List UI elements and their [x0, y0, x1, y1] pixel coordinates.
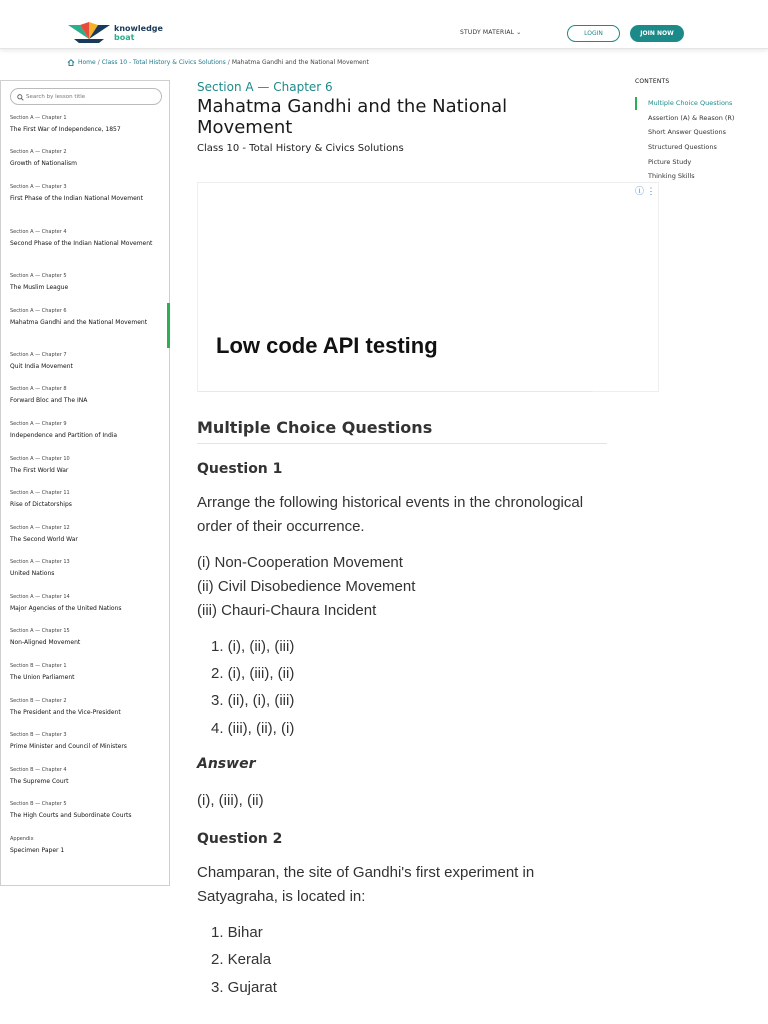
login-button[interactable]: LOGIN — [567, 25, 620, 42]
question-1-event: (iii) Chauri-Chaura Incident — [197, 602, 377, 619]
question-2-text: Champaran, the site of Gandhi's first experiment in Satyagraha, is located in: — [197, 864, 535, 905]
join-now-button[interactable]: JOIN NOW — [630, 25, 684, 42]
sidebar-item[interactable] — [10, 490, 168, 510]
chapter-title: Major Agencies of the United Nations — [10, 605, 122, 612]
sidebar-item-active[interactable] — [10, 308, 168, 328]
chapter-title: The President and the Vice-President — [10, 709, 121, 716]
sidebar-item[interactable] — [10, 386, 168, 406]
breadcrumb-separator: / — [97, 59, 100, 66]
chapter-section: Section A — Chapter 2 — [10, 149, 67, 155]
heading-divider — [197, 443, 607, 444]
sidebar-item[interactable] — [10, 229, 168, 249]
logo-text — [114, 24, 163, 42]
chapter-section: Section A — Chapter 4 — [10, 229, 67, 235]
chapter-title: The Union Parliament — [10, 674, 75, 681]
toc-item-assertion[interactable]: Assertion (A) & Reason (R) — [648, 114, 735, 122]
sidebar-item[interactable] — [10, 149, 168, 169]
breadcrumb-current: Mahatma Gandhi and the National Movement — [231, 59, 369, 66]
logo-line-1: knowledge — [114, 24, 163, 33]
sidebar-item[interactable] — [10, 663, 168, 683]
study-material-menu[interactable]: STUDY MATERIAL ⌄ — [460, 29, 522, 36]
question-1-event: (i) Non-Cooperation Movement — [197, 554, 403, 571]
section-label: Section A — Chapter 6 — [197, 80, 333, 94]
question-1-option: 4. (iii), (ii), (i) — [211, 720, 295, 737]
question-2-option: 1. Bihar — [211, 924, 263, 941]
chapter-section: Section A — Chapter 1 — [10, 115, 67, 121]
chapter-section: Section A — Chapter 15 — [10, 628, 70, 634]
chapter-title: Growth of Nationalism — [10, 160, 77, 167]
chapter-title: The Supreme Court — [10, 778, 69, 785]
chapter-title: Independence and Partition of India — [10, 432, 118, 439]
sidebar-item[interactable] — [10, 767, 168, 787]
sidebar-item[interactable] — [10, 559, 168, 579]
chapter-title: Prime Minister and Council of Ministers — [10, 743, 127, 750]
breadcrumb — [67, 59, 369, 66]
question-1-option: 2. (i), (iii), (ii) — [211, 665, 295, 682]
question-1-option: 1. (i), (ii), (iii) — [211, 638, 295, 655]
chapter-section: Section A — Chapter 3 — [10, 184, 67, 190]
question-1-text: Arrange the following historical events in the chronological order of their occurrence. — [197, 494, 584, 535]
chapter-section: Section A — Chapter 9 — [10, 421, 67, 427]
question-1-option: 3. (ii), (i), (iii) — [211, 692, 295, 709]
chapter-section: Section B — Chapter 2 — [10, 698, 67, 704]
ad-headline: Low code API testing — [216, 333, 438, 358]
answer-label: Answer — [197, 756, 256, 772]
sidebar-item[interactable] — [10, 273, 168, 293]
toc-item-thinking-skills[interactable]: Thinking Skills — [648, 172, 695, 180]
chapter-section: Section A — Chapter 10 — [10, 456, 70, 462]
toc-heading: CONTENTS — [635, 78, 670, 85]
sidebar-item[interactable] — [10, 801, 168, 821]
sidebar-item[interactable] — [10, 836, 168, 856]
chapter-title: Mahatma Gandhi and the National Movement — [10, 319, 148, 326]
sidebar-item[interactable] — [10, 352, 168, 372]
toc-item-short-answer[interactable]: Short Answer Questions — [648, 128, 726, 136]
logo-line-2: boat — [114, 33, 135, 42]
home-icon[interactable] — [67, 59, 75, 66]
chapter-title: First Phase of the Indian National Movement — [10, 195, 143, 202]
chapter-section: Section B — Chapter 1 — [10, 663, 67, 669]
chapter-section: Section B — Chapter 5 — [10, 801, 67, 807]
question-1-heading: Question 1 — [197, 461, 283, 477]
chapter-section: Section A — Chapter 11 — [10, 490, 70, 496]
chapter-section: Section B — Chapter 3 — [10, 732, 67, 738]
ad-divider — [198, 391, 593, 392]
mcq-heading: Multiple Choice Questions — [197, 418, 433, 437]
chapter-section: Section A — Chapter 8 — [10, 386, 67, 392]
chapter-section: Section A — Chapter 12 — [10, 525, 70, 531]
sidebar-item[interactable] — [10, 184, 168, 204]
sidebar-item[interactable] — [10, 456, 168, 476]
sidebar-item[interactable] — [10, 421, 168, 441]
lesson-search — [10, 88, 162, 105]
question-1-event: (ii) Civil Disobedience Movement — [197, 578, 416, 595]
logo[interactable] — [66, 22, 163, 44]
site-header — [0, 0, 768, 49]
chapter-title: The Muslim League — [10, 284, 69, 291]
chapter-section: Section A — Chapter 14 — [10, 594, 70, 600]
chapter-title: The First World War — [10, 467, 69, 474]
chapter-title: The First War of Independence, 1857 — [10, 126, 121, 133]
chapter-section: Appendix — [10, 836, 34, 842]
breadcrumb-class[interactable]: Class 10 - Total History & Civics Solutions — [101, 59, 226, 66]
chapter-title: The Second World War — [10, 536, 78, 543]
toc-item-structured[interactable]: Structured Questions — [648, 143, 717, 151]
search-icon — [17, 94, 24, 101]
question-1-answer: (i), (iii), (ii) — [197, 792, 264, 809]
sidebar-item[interactable] — [10, 115, 168, 135]
breadcrumb-separator: / — [227, 59, 230, 66]
chapter-title: Rise of Dictatorships — [10, 501, 72, 508]
chapter-section: Section B — Chapter 4 — [10, 767, 67, 773]
boat-logo-icon — [66, 22, 112, 44]
chapter-section: Section A — Chapter 5 — [10, 273, 67, 279]
search-input[interactable] — [26, 94, 146, 100]
chapter-title: Specimen Paper 1 — [10, 847, 65, 854]
active-indicator — [167, 303, 170, 348]
sidebar-item[interactable] — [10, 732, 168, 752]
page-title: Mahatma Gandhi and the National Movement — [197, 96, 508, 138]
sidebar-item[interactable] — [10, 628, 168, 648]
advertisement[interactable] — [197, 182, 659, 392]
toc-item-mcq[interactable]: Multiple Choice Questions — [648, 99, 733, 107]
sidebar-item[interactable] — [10, 594, 168, 614]
chapter-sidebar — [0, 80, 170, 886]
chapter-section: Section A — Chapter 7 — [10, 352, 67, 358]
chapter-section: Section A — Chapter 6 — [10, 308, 67, 314]
toc-active-indicator — [635, 97, 637, 110]
chapter-title: Second Phase of the Indian National Movement — [10, 240, 153, 247]
page-subtitle: Class 10 - Total History & Civics Solutions — [197, 143, 404, 154]
ad-info-icon[interactable]: ⓘ ⋮ — [635, 186, 656, 196]
breadcrumb-home[interactable]: Home — [78, 59, 96, 66]
question-2-option: 2. Kerala — [211, 951, 272, 968]
chapter-title: Quit India Movement — [10, 363, 73, 370]
sidebar-item[interactable] — [10, 525, 168, 545]
chapter-title: The High Courts and Subordinate Courts — [10, 812, 132, 819]
question-2-option: 3. Gujarat — [211, 979, 277, 996]
sidebar-item[interactable] — [10, 698, 168, 718]
question-2-heading: Question 2 — [197, 831, 283, 847]
chapter-title: Non-Aligned Movement — [10, 639, 81, 646]
chapter-section: Section A — Chapter 13 — [10, 559, 70, 565]
chapter-title: United Nations — [10, 570, 55, 577]
toc-item-picture-study[interactable]: Picture Study — [648, 158, 692, 166]
chapter-title: Forward Bloc and The INA — [10, 397, 88, 404]
